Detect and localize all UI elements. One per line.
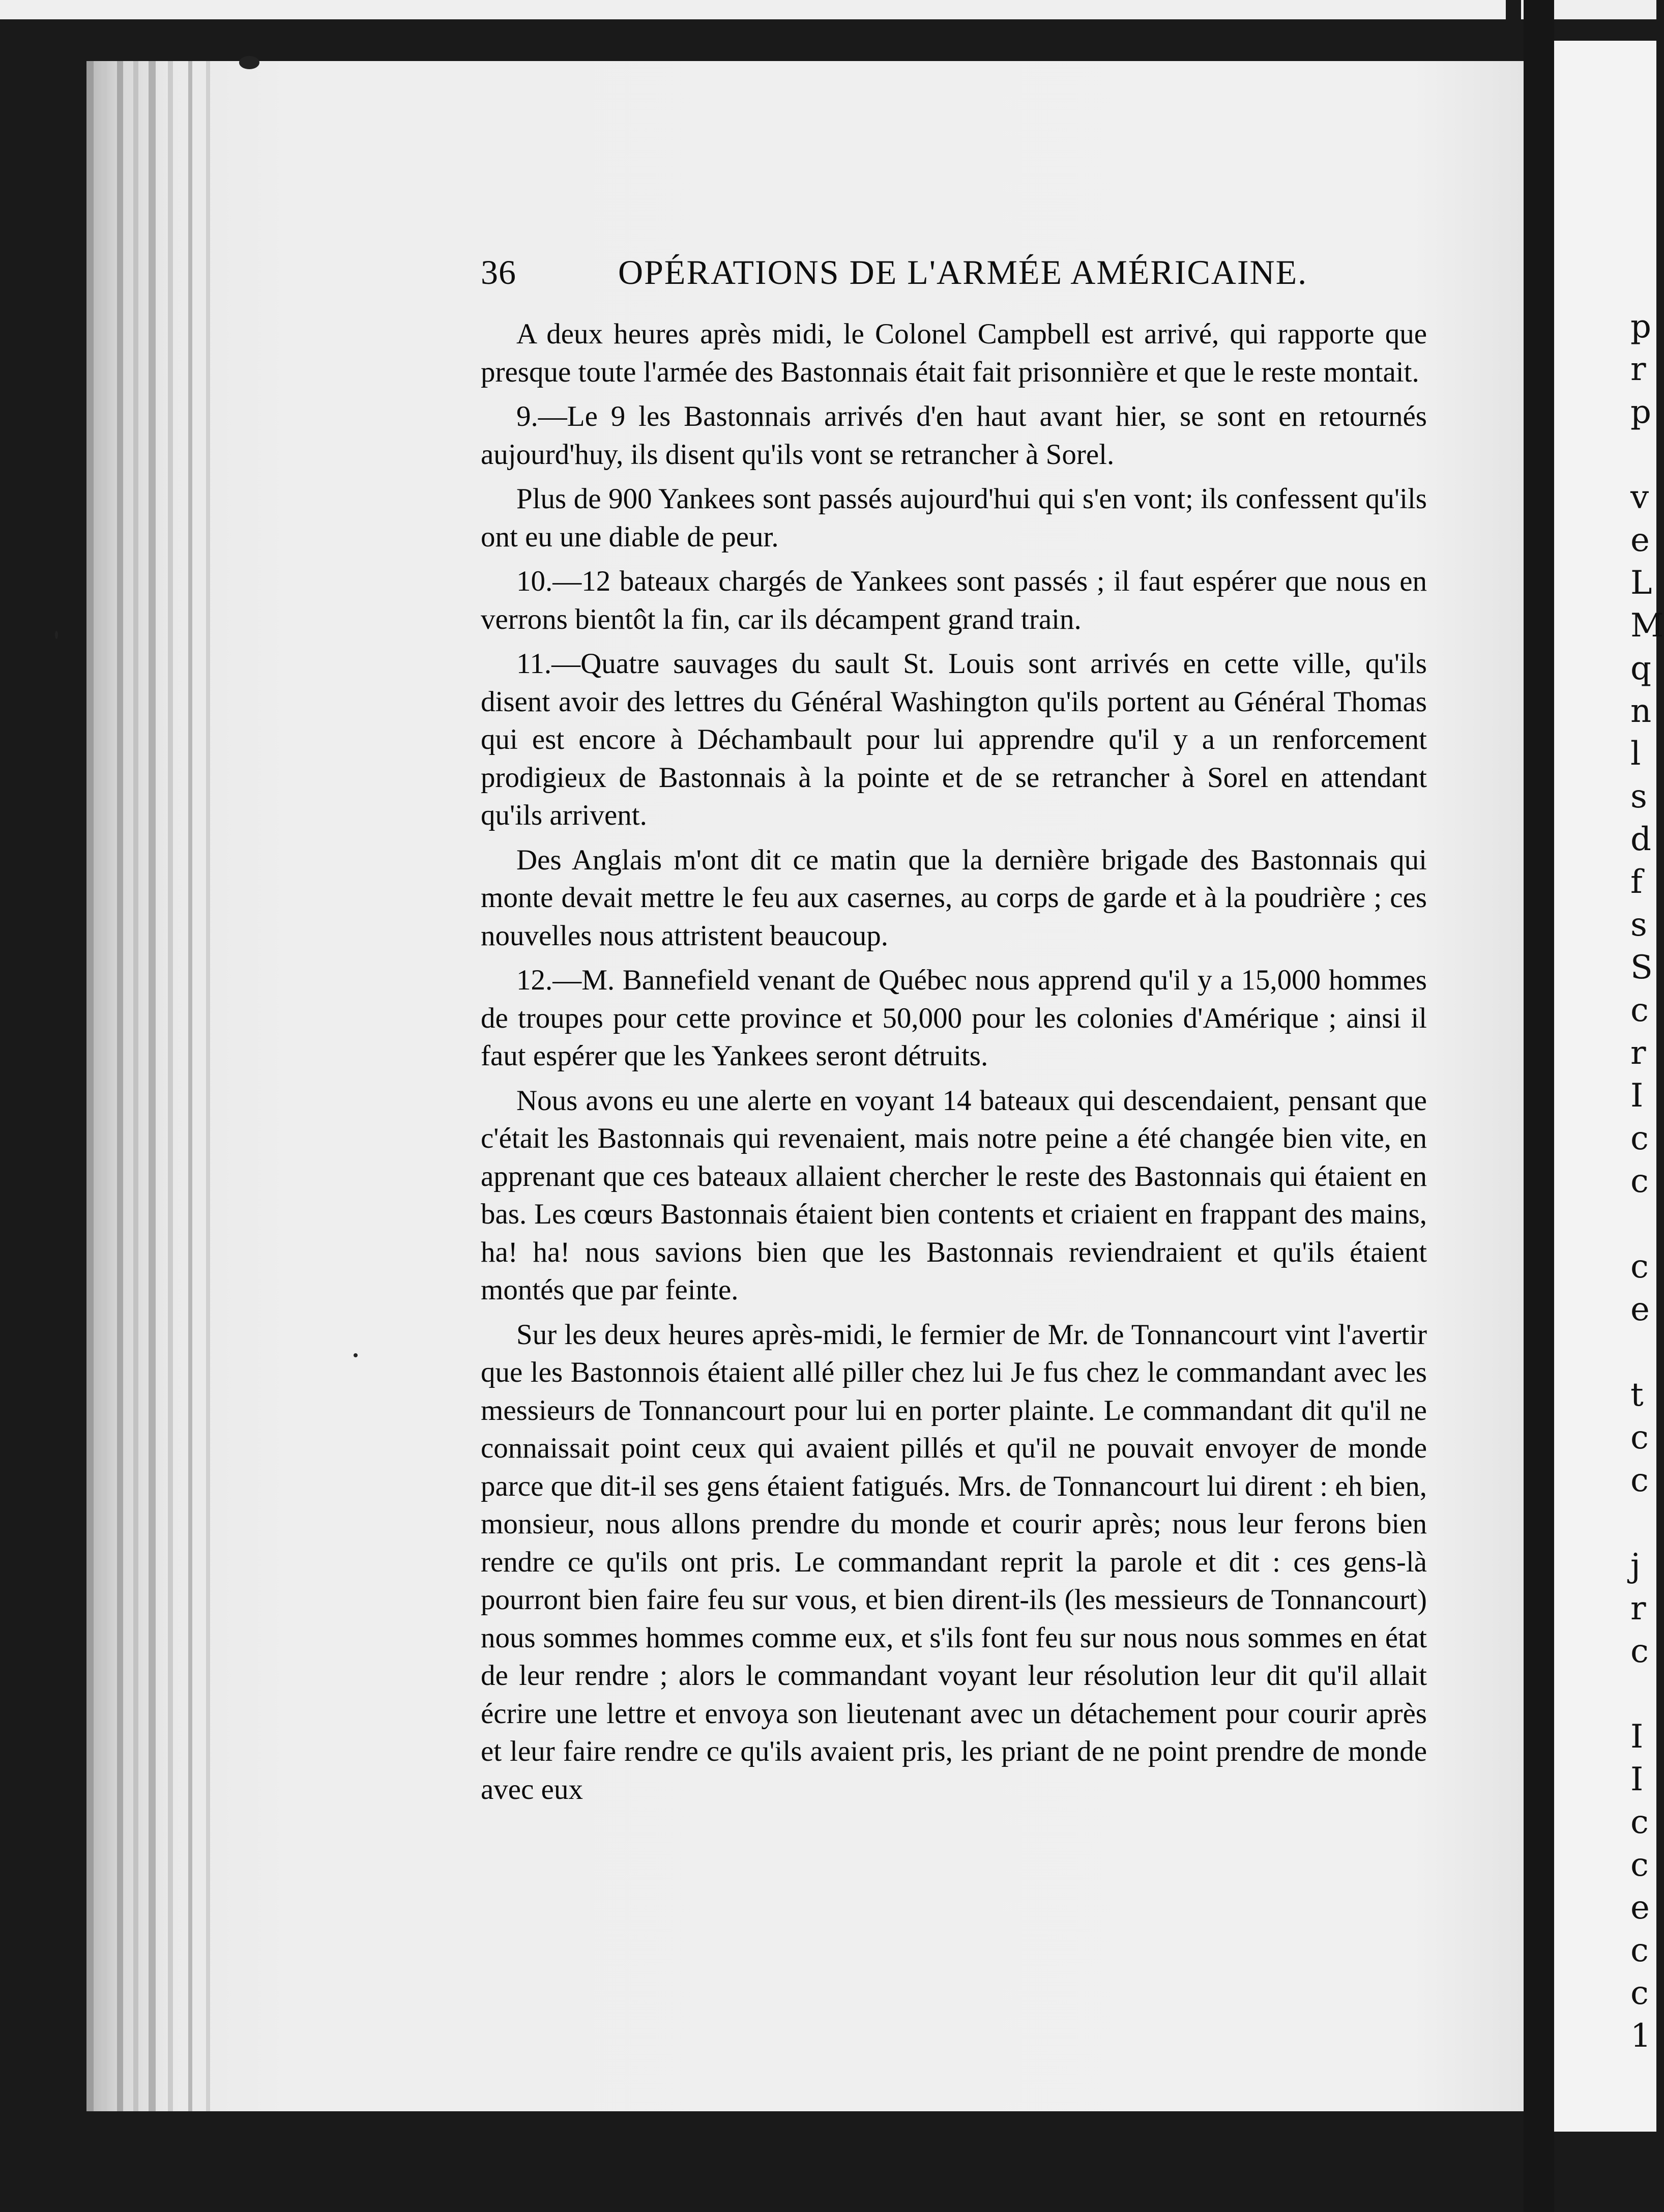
body-text (481, 315, 1427, 1815)
page-edge (206, 61, 210, 2111)
adjacent-page-letter (1630, 1203, 1661, 1245)
page-edge (168, 61, 173, 2111)
adjacent-page-letter: q (1630, 650, 1651, 687)
adjacent-page-letter (1630, 1673, 1661, 1715)
adjacent-page-letter: I (1630, 1718, 1644, 1756)
adjacent-page-letter: M (1630, 607, 1664, 645)
paragraph: A deux heures après midi, le Colonel Campbell est arrivé, qui rapporte que presque toute l'armée des Bastonnais était fait prisonnière et que le reste montait. (481, 318, 1427, 388)
adjacent-page-letter: r (1630, 351, 1646, 388)
adjacent-page-letter: S (1630, 949, 1653, 986)
adjacent-page-letter: e (1630, 1889, 1650, 1927)
previous-frame-edge (0, 0, 1506, 19)
page-edge (149, 61, 156, 2111)
running-title: OPÉRATIONS DE L'ARMÉE AMÉRICAINE. (618, 253, 1308, 292)
adjacent-page-letter: v (1630, 479, 1649, 516)
scan-blemish (354, 1353, 358, 1357)
adjacent-page-letter: L (1630, 564, 1652, 602)
adjacent-page-letter: e (1630, 1291, 1650, 1328)
adjacent-page-letter: j (1630, 1547, 1641, 1585)
adjacent-page-letter: c (1630, 1846, 1649, 1884)
page-edge (102, 61, 107, 2111)
paragraph: Nous avons eu une alerte en voyant 14 bateaux qui descendaient, pensant que c'était les Bastonnais qui revenaient, mais notre peine a été changée bien vite, en apprenant que ces bateaux allaient chercher le reste des Bastonnais qui étaient en bas. Les cœurs Bastonnais étaient bien contents et criaient en frappant des mains, ha! ha! nous savions bien que les Bastonnais reviendraient et qu'ils étaient montés que par feinte. (481, 1084, 1427, 1306)
paragraph: 10.—12 bateaux chargés de Yankees sont passés ; il faut espérer que nous en verrons bientôt la fin, car ils décampent grand train. (481, 565, 1427, 635)
adjacent-page-letter: d (1630, 821, 1651, 858)
scan-blemish (55, 631, 58, 639)
adjacent-page-letter (1630, 1331, 1661, 1374)
adjacent-page-letter: c (1630, 1803, 1649, 1841)
adjacent-page-letter: c (1630, 1462, 1649, 1499)
page-edge (133, 61, 138, 2111)
adjacent-page-letter: c (1630, 1120, 1649, 1157)
adjacent-page-letter (1630, 433, 1661, 476)
adjacent-page-letter: c (1630, 1162, 1649, 1200)
page-edge (188, 61, 192, 2111)
adjacent-page-letter: I (1630, 1077, 1644, 1115)
page-number: 36 (481, 253, 516, 292)
paragraph: Sur les deux heures après-midi, le fermier de Mr. de Tonnancourt vint l'avertir que les Bastonnois étaient allé piller chez lui Je fus chez le commandant avec les messieurs de Tonnancourt pour lui en porter plainte. Le commandant dit qu'il ne connaissait point ceux qui avaient pillés et qu'il ne pouvait envoyer de monde parce que dit-il ses gens étaient fatigués. Mrs. de Tonnancourt lui dirent : eh bien, monsieur, nous allons prendre du monde et courir après; nous leur ferons bien rendre ce qu'ils ont pris. Le commandant reprit la parole et dit : ces gens-là pourront bien faire feu sur vous, et bien dirent-ils (les messieurs de Tonnancourt) nous sommes hommes comme eux, et s'ils font feu sur nous nous sommes en état de leur rendre ; alors le commandant voyant leur résolution leur dit qu'il allait écrire une lettre et envoya son lieutenant avec un détachement pour courir après et leur faire rendre ce qu'ils avaient pris, les priant de ne point prendre de monde avec eux (481, 1318, 1427, 1806)
paragraph: 12.—M. Bannefield venant de Québec nous apprend qu'il y a 15,000 hommes de troupes pour cette province et 50,000 pour les colonies d'Amérique ; ainsi il faut espérer que les Yankees seront détruits. (481, 964, 1427, 1072)
paragraph: 11.—Quatre sauvages du sault St. Louis sont arrivés en cette ville, qu'ils disent avoir des lettres du Général Washington qu'ils portent au Général Thomas qui est encore à Déchambault pour lui apprendre qu'il y a un renforcement prodigieux de Bastonnais à la pointe et de se retrancher à Sorel en attendant qu'ils arrivent. (481, 648, 1427, 831)
adjacent-page-letter: r (1630, 1590, 1646, 1627)
adjacent-page-letter: 1 (1630, 2017, 1651, 2055)
adjacent-page-letter (1630, 1502, 1661, 1545)
adjacent-page-letter: s (1630, 906, 1647, 944)
scan-blemish (239, 56, 259, 69)
page-edge (86, 61, 94, 2111)
adjacent-page-letter: r (1630, 1034, 1646, 1072)
paragraph: Des Anglais m'ont dit ce matin que la dernière brigade des Bastonnais qui monte devait mettre le feu aux casernes, au corps de garde et à la poudrière ; ces nouvelles nous attristent beaucoup. (481, 843, 1427, 952)
adjacent-page-letter: c (1630, 1932, 1649, 1969)
adjacent-page-letter: s (1630, 778, 1647, 816)
adjacent-page-letter: c (1630, 992, 1649, 1029)
adjacent-page-fragment (1630, 305, 1664, 2057)
adjacent-page-letter: p (1630, 393, 1651, 431)
book-gutter (1524, 0, 1554, 2212)
adjacent-page-letter: n (1630, 692, 1652, 730)
paragraph: Plus de 900 Yankees sont passés aujourd'hui qui s'en vont; ils confessent qu'ils ont eu une diable de peur. (481, 483, 1427, 553)
adjacent-page-letter: c (1630, 1974, 1649, 2012)
adjacent-page-letter: e (1630, 521, 1650, 559)
adjacent-page-letter: f (1630, 863, 1643, 901)
adjacent-page-letter: t (1630, 1376, 1644, 1414)
paragraph: 9.—Le 9 les Bastonnais arrivés d'en haut avant hier, se sont en retournés aujourd'huy, ils disent qu'ils vont se retrancher à Sorel. (481, 400, 1427, 471)
adjacent-page-letter: c (1630, 1419, 1649, 1457)
adjacent-page-letter: I (1630, 1761, 1644, 1798)
adjacent-page-letter: l (1630, 735, 1641, 773)
adjacent-page-letter: c (1630, 1248, 1649, 1286)
page-edge (117, 61, 123, 2111)
adjacent-page-letter: c (1630, 1633, 1649, 1670)
adjacent-page-letter: p (1630, 308, 1651, 345)
